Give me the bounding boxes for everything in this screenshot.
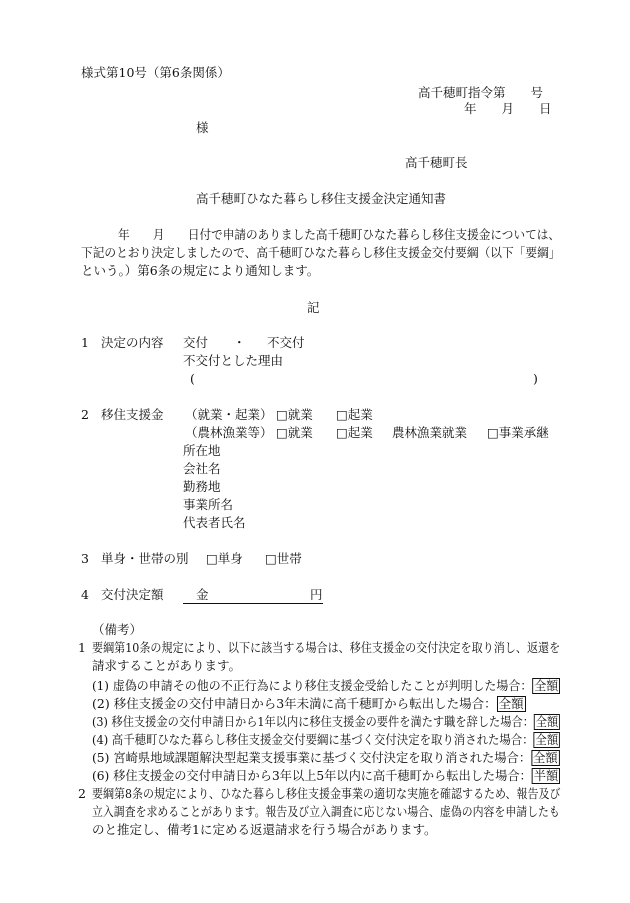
field-location: 所在地 (183, 443, 221, 458)
badge-full-4: 全額 (535, 732, 559, 747)
form-label: 様式第10号（第6条関係） (81, 65, 230, 80)
checkbox-startup: □起業 (336, 407, 373, 422)
notes-heading: （備考） (92, 622, 143, 637)
document-number: 高千穂町指令第 号 (418, 85, 544, 100)
item4-number: 4 (81, 587, 89, 602)
note1-sub-2: (2) 移住支援金の交付申請日から3年未満に高千穂町から転出した場合： 全額 (92, 696, 524, 711)
checkbox-single: □単身 (206, 551, 243, 566)
item2-label: 移住支援金 (101, 407, 164, 422)
item2-number: 2 (81, 407, 89, 422)
document-title: 高千穂町ひなた暮らし移住支援金決定通知書 (196, 191, 447, 206)
amount-prefix: 金 (196, 587, 209, 602)
note1-sub-1: (1) 虚偽の申請その他の不正行為により移住支援金受給したことが判明した場合： 全額 (92, 678, 559, 693)
note1-sub-5: (5) 宮崎県地域課題解決型起業支援事業に基づく交付決定を取り消された場合： 全額 (92, 750, 558, 765)
reason-paren-close: ) (533, 371, 538, 386)
badge-full-3: 全額 (535, 714, 559, 729)
badge-full-5: 全額 (533, 750, 558, 765)
checkbox-agri-startup: □起業 (336, 425, 373, 440)
issue-date: 年 月 日 (464, 101, 552, 116)
note1-sub-4: (4) 高千穂町ひなた暮らし移住支援金交付要綱に基づく交付決定を取り消された場合： 全額 (92, 732, 559, 747)
note2-number: 2 (78, 786, 86, 801)
addressee-suffix: 様 (196, 120, 209, 135)
checkbox-business-succession: □事業承継 (487, 425, 549, 440)
item3-number: 3 (81, 551, 89, 566)
note1-line-2: 請求することがあります。 (92, 658, 242, 673)
item4-label: 交付決定額 (101, 587, 164, 602)
checkbox-household: □世帯 (265, 551, 302, 566)
badge-half: 半額 (533, 768, 559, 783)
field-representative: 代表者氏名 (183, 515, 246, 530)
item3-label: 単身・世帯の別 (101, 551, 189, 566)
field-work-location: 勤務地 (183, 479, 221, 494)
badge-full-1: 全額 (534, 678, 559, 693)
body-line-2: 下記のとおり決定しましたので、高千穂町ひなた暮らし移住支援金交付要綱（以下「要綱」 (81, 245, 561, 260)
field-office-name: 事業所名 (183, 497, 234, 512)
issuer: 高千穂町長 (405, 155, 468, 170)
agri-employment-label: 農林漁業就業 (392, 425, 468, 440)
note1-sub-6: (6) 移住支援金の交付申請日から3年以上5年以内に高千穂町から転出した場合： 半額 (92, 768, 559, 783)
field-company-name: 会社名 (183, 461, 221, 476)
option-grant: 交付 (183, 335, 209, 350)
reason-paren-open: ( (190, 371, 195, 386)
option-no-grant: 不交付 (267, 335, 305, 350)
note1-sub-3: (3) 移住支援金の交付申請日から1年以内に移住支援金の要件を満たす職を辞した場合： 全額 (92, 714, 559, 729)
body-line-3: という。）第6条の規定により通知します。 (81, 263, 320, 278)
category-agri: （農林漁業等） (185, 425, 273, 440)
item1-number: 1 (81, 335, 89, 350)
note2-line-3: のと推定し、備考1に定める返還請求を行う場合があります。 (92, 822, 437, 837)
reason-label: 不交付とした理由 (183, 353, 284, 368)
item1-label: 決定の内容 (101, 335, 164, 350)
amount-unit: 円 (310, 587, 323, 602)
checkbox-agri-employment: □就業 (276, 425, 313, 440)
body-line-1: 年 月 日付で申請のありました高千穂町ひなた暮らし移住支援金については、 (118, 227, 561, 242)
ki-label: 記 (307, 300, 320, 315)
note1-line-1: 要綱第10条の規定により、以下に該当する場合は、移住支援金の交付決定を取り消し、返還を (92, 640, 561, 655)
category-employment-startup: （就業・起業） (185, 407, 273, 422)
note1-number: 1 (78, 640, 86, 655)
badge-full-2: 全額 (498, 696, 524, 711)
checkbox-employment: □就業 (276, 407, 313, 422)
option-separator: ・ (233, 335, 246, 350)
note2-line-1: 要綱第8条の規定により、ひなた暮らし移住支援金事業の適切な実施を確認するため、報告及び (92, 786, 561, 801)
note2-line-2: 立入調査を求めることがあります。報告及び立入調査に応じない場合、虚偽の内容を申請したも (92, 804, 560, 819)
